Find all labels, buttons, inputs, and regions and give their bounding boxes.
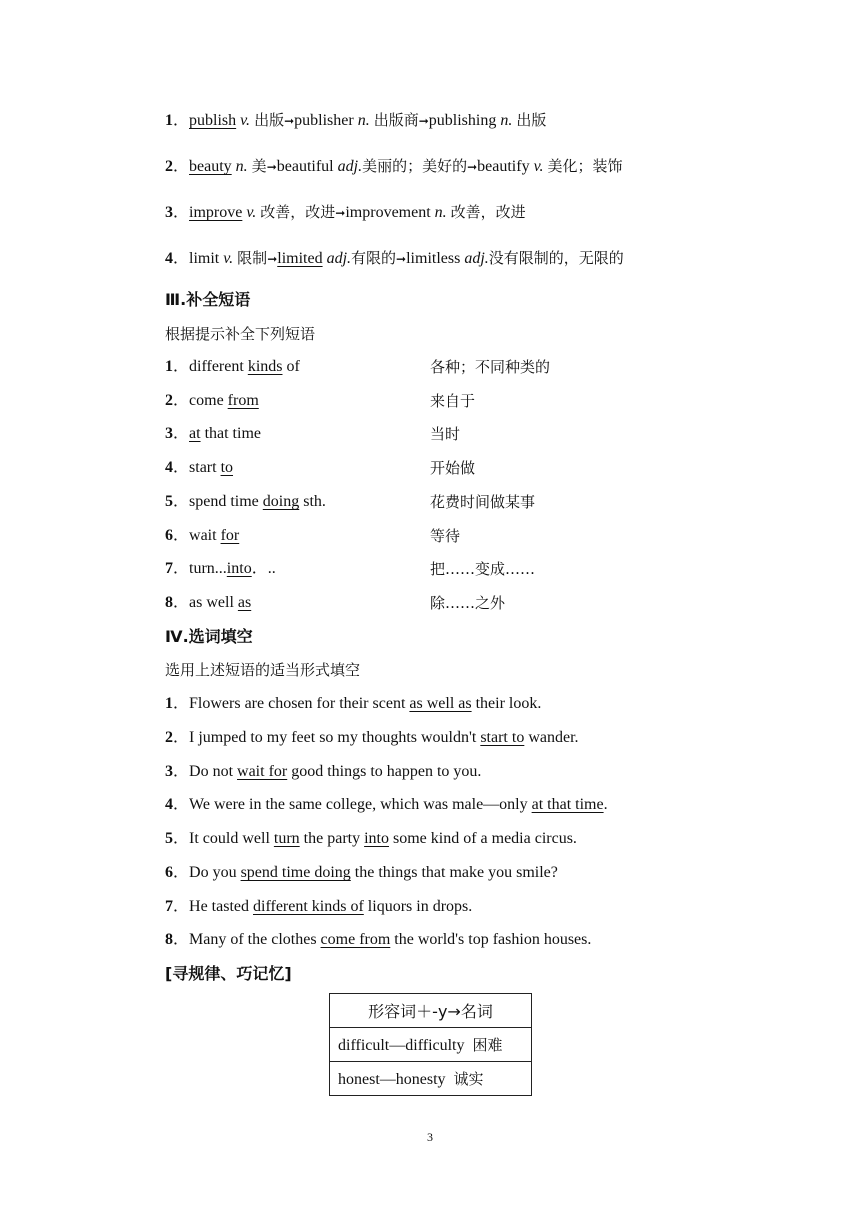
phrase-answer: for [220, 527, 240, 544]
phrase-meaning: 除……之外 [430, 594, 506, 612]
sentence-item: 4．We were in the same college, which was male—only at that time. [165, 796, 608, 813]
headword: publish [189, 112, 237, 129]
phrase-item: 6．wait for [165, 527, 240, 544]
phrase-meaning: 当时 [430, 425, 461, 443]
phrase-answer: kinds [247, 358, 283, 375]
phrase-answer: at [189, 425, 201, 442]
table-meaning: 困难 [472, 1036, 503, 1054]
phrase-answer: to [220, 459, 234, 476]
phrase-item: 4．start to [165, 459, 234, 476]
sentence-item: 3．Do not wait for good things to happen to you. [165, 763, 482, 780]
sentence-item: 5．It could well turn the party into some kind of a media circus. [165, 830, 577, 847]
phrase-meaning: 开始做 [430, 459, 476, 477]
headword: improve [189, 204, 243, 221]
sentence-item: 7．He tasted different kinds of liquors in drops. [165, 898, 473, 915]
phrase-answer: doing [262, 493, 300, 510]
phrase-item: 7．turn...into．.. [165, 560, 276, 577]
section-heading-3: Ⅲ.补全短语 [165, 290, 251, 309]
tips-heading: [寻规律、巧记忆] [165, 964, 292, 983]
derivation-row-4: 4．limit v. 限制➞limited adj.有限的➞limitless adj.没有限制的，无限的 [165, 249, 624, 267]
arrow-icon: ➞ [418, 114, 429, 128]
derivation-row-1: 1．publish v. 出版➞publisher n. 出版商➞publishing n. 出版 [165, 111, 547, 129]
table-word: difficult—difficulty [338, 1037, 465, 1054]
sentence-answer: wait for [237, 763, 288, 780]
phrase-answer: into [226, 560, 252, 577]
page-number: 3 [427, 1130, 433, 1144]
table-meaning: 诚实 [453, 1070, 484, 1088]
sentence-answer: different kinds of [253, 898, 364, 915]
phrase-item: 5．spend time doing sth. [165, 493, 326, 510]
arrow-icon: ➞ [335, 206, 346, 220]
sentence-answer: as well as [409, 695, 472, 712]
arrow-icon: ➞ [467, 160, 478, 174]
sentence-item: 6．Do you spend time doing the things that make you smile? [165, 864, 558, 881]
sentence-answer: come from [320, 931, 391, 948]
phrase-meaning: 等待 [430, 527, 461, 545]
phrase-meaning: 各种；不同种类的 [430, 358, 551, 376]
phrase-answer: as [237, 594, 252, 611]
rule-table [329, 993, 532, 1096]
derivation-row-3: 3．improve v. 改善，改进➞improvement n. 改善，改进 [165, 203, 526, 221]
phrase-meaning: 来自于 [430, 392, 476, 410]
arrow-icon: ➞ [267, 252, 278, 266]
sentence-item: 2．I jumped to my feet so my thoughts wouldn't start to wander. [165, 729, 579, 746]
phrase-answer: from [227, 392, 259, 409]
phrase-item: 2．come from [165, 392, 259, 409]
phrase-meaning: 把……变成…… [430, 560, 536, 578]
table-row [330, 1028, 532, 1062]
sentence-answer: into [364, 830, 389, 847]
section-instruction-4: 选用上述短语的适当形式填空 [165, 661, 361, 679]
sentence-answer: spend time doing [240, 864, 351, 881]
phrase-item: 3．at that time [165, 425, 261, 442]
sentence-answer: turn [273, 830, 300, 847]
sentence-answer: start to [480, 729, 525, 746]
sentence-item: 1．Flowers are chosen for their scent as well as their look. [165, 695, 542, 712]
headword: beauty [189, 158, 232, 175]
table-row [330, 994, 532, 1028]
headword: limit [189, 250, 220, 267]
arrow-icon: ➞ [396, 252, 407, 266]
phrase-item: 8．as well as [165, 594, 252, 611]
section-heading-4: Ⅳ.选词填空 [165, 627, 253, 646]
sentence-answer: at that time [531, 796, 604, 813]
table-row [330, 1062, 532, 1096]
phrase-item: 1．different kinds of [165, 358, 300, 375]
derivation-row-2: 2．beauty n. 美➞beautiful adj.美丽的；美好的➞beautify v. 美化；装饰 [165, 157, 623, 175]
arrow-icon: ➞ [284, 114, 295, 128]
phrase-meaning: 花费时间做某事 [430, 493, 536, 511]
table-header: 形容词＋-y→名词 [330, 994, 532, 1028]
table-word: honest—honesty [338, 1071, 446, 1088]
sentence-item: 8．Many of the clothes come from the world's top fashion houses. [165, 931, 592, 948]
section-instruction-3: 根据提示补全下列短语 [165, 325, 316, 343]
arrow-icon: ➞ [266, 160, 277, 174]
